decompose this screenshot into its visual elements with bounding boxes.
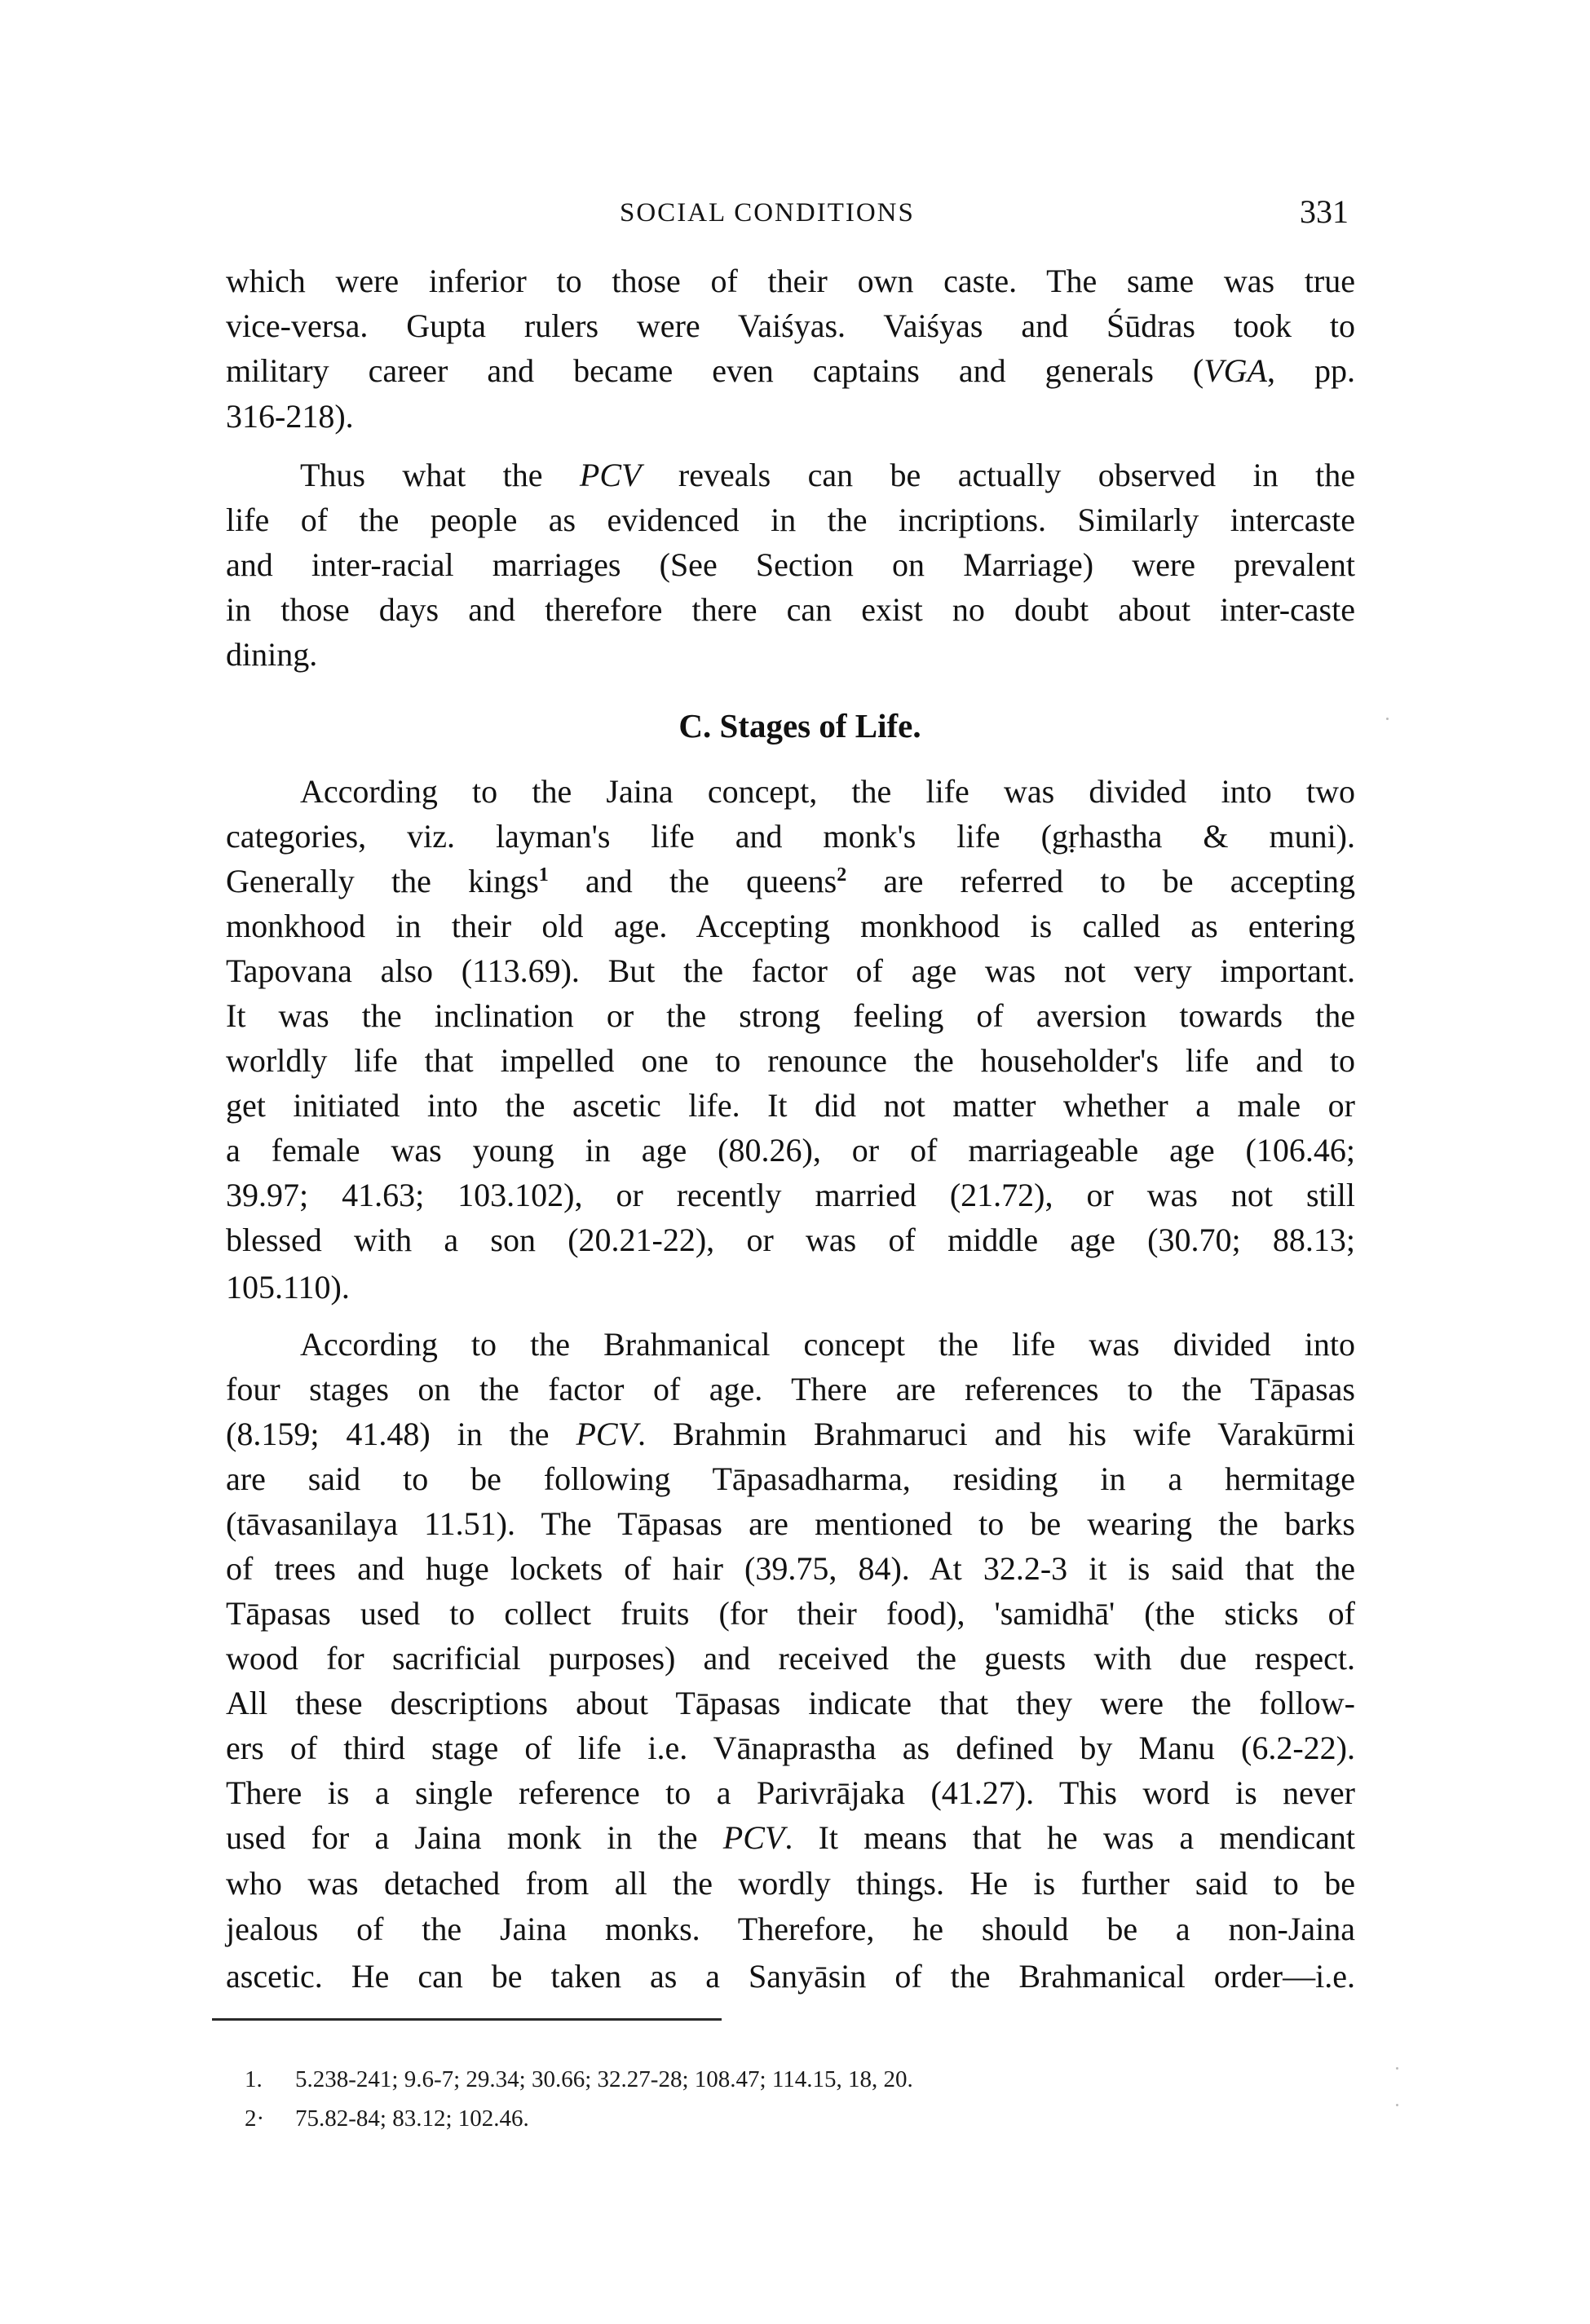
text-line: categories, viz. layman's life and monk's life (gṛhastha & muni). bbox=[226, 818, 1355, 855]
text-line: blessed with a son (20.21-22), or was of middle age (30.70; 88.13; bbox=[226, 1222, 1355, 1258]
text-line: four stages on the factor of age. There are references to the Tāpasas bbox=[226, 1371, 1355, 1407]
text-line: Tāpasas used to collect fruits (for their food), 'samidhā' (the sticks of bbox=[226, 1595, 1355, 1632]
text-line: According to the Brahmanical concept the life was divided into bbox=[300, 1326, 1355, 1363]
text-line: According to the Jaina concept, the life was divided into two bbox=[300, 773, 1355, 810]
footnote-marker: 2· bbox=[245, 2105, 265, 2132]
text-line: which were inferior to those of their own caste. The same was true bbox=[226, 263, 1355, 299]
text-line: get initiated into the ascetic life. It did not matter whether a male or bbox=[226, 1087, 1355, 1124]
text-line: Tapovana also (113.69). But the factor of age was not very important. bbox=[226, 952, 1355, 989]
text-line: and inter-racial marriages (See Section on Marriage) were prevalent bbox=[226, 546, 1355, 583]
text-line: All these descriptions about Tāpasas indicate that they were the follow- bbox=[226, 1685, 1355, 1721]
text-line: in those days and therefore there can exist no doubt about inter-caste bbox=[226, 591, 1355, 628]
page-number: 331 bbox=[1300, 193, 1349, 230]
text-line: (tāvasanilaya 11.51). The Tāpasas are mentioned to be wearing the barks bbox=[226, 1505, 1355, 1542]
text-line: It was the inclination or the strong feeling of aversion towards the bbox=[226, 997, 1355, 1034]
text-line: a female was young in age (80.26), or of marriageable age (106.46; bbox=[226, 1132, 1355, 1169]
text-line: monkhood in their old age. Accepting monkhood is called as entering bbox=[226, 908, 1355, 944]
text-line: worldly life that impelled one to renounce the householder's life and to bbox=[226, 1042, 1355, 1079]
text-line: life of the people as evidenced in the incriptions. Similarly intercaste bbox=[226, 501, 1355, 538]
text-line: Generally the kings$^1$ and the queens$^2$ are referred to be accepting bbox=[226, 863, 1355, 899]
text-line: used for a Jaina monk in the PCV. It means that he was a mendicant bbox=[226, 1819, 1355, 1856]
text-line: of trees and huge lockets of hair (39.75, 84). At 32.2-3 it is said that the bbox=[226, 1550, 1355, 1587]
text-line: who was detached from all the wordly things. He is further said to be bbox=[226, 1865, 1355, 1902]
text-line: ers of third stage of life i.e. Vānaprastha as defined by Manu (6.2-22). bbox=[226, 1730, 1355, 1766]
text-line: vice-versa. Gupta rulers were Vaiśyas. Vaiśyas and Śūdras took to bbox=[226, 307, 1355, 344]
text-line: There is a single reference to a Parivrājaka (41.27). This word is never bbox=[226, 1774, 1355, 1811]
text-line: 316-218). bbox=[226, 398, 354, 435]
text-line: jealous of the Jaina monks. Therefore, he should be a non-Jaina bbox=[226, 1911, 1355, 1947]
footnote-separator-rule bbox=[212, 2018, 722, 2021]
footnote-text: 75.82-84; 83.12; 102.46. bbox=[295, 2105, 529, 2132]
footnote-2 bbox=[245, 2102, 529, 2135]
footnote-marker: 1. bbox=[245, 2066, 263, 2092]
text-line: (8.159; 41.48) in the PCV. Brahmin Brahmaruci and his wife Varakūrmi bbox=[226, 1416, 1356, 1452]
text-line: military career and became even captains and generals (VGA, pp. bbox=[226, 352, 1356, 389]
running-header-title: SOCIAL CONDITIONS bbox=[620, 198, 915, 228]
text-line: wood for sacrificial purposes) and received the guests with due respect. bbox=[226, 1640, 1355, 1677]
text-line: Thus what the PCV reveals can be actually observed in the bbox=[300, 457, 1355, 493]
section-heading: C. Stages of Life. bbox=[678, 707, 921, 744]
text-line: are said to be following Tāpasadharma, residing in a hermitage bbox=[226, 1460, 1355, 1497]
scan-speck bbox=[1396, 2104, 1398, 2106]
text-line: 39.97; 41.63; 103.102), or recently married (21.72), or was not still bbox=[226, 1177, 1355, 1213]
scan-speck bbox=[1396, 2067, 1398, 2070]
footnote-1 bbox=[245, 2063, 913, 2096]
text-line: dining. bbox=[226, 636, 318, 673]
scan-speck bbox=[1386, 718, 1389, 720]
text-line: ascetic. He can be taken as a Sanyāsin of the Brahmanical order—i.e. bbox=[226, 1958, 1355, 1995]
footnote-text: 5.238-241; 9.6-7; 29.34; 30.66; 32.27-28; 108.47; 114.15, 18, 20. bbox=[295, 2066, 913, 2092]
text-line: 105.110). bbox=[226, 1269, 350, 1306]
